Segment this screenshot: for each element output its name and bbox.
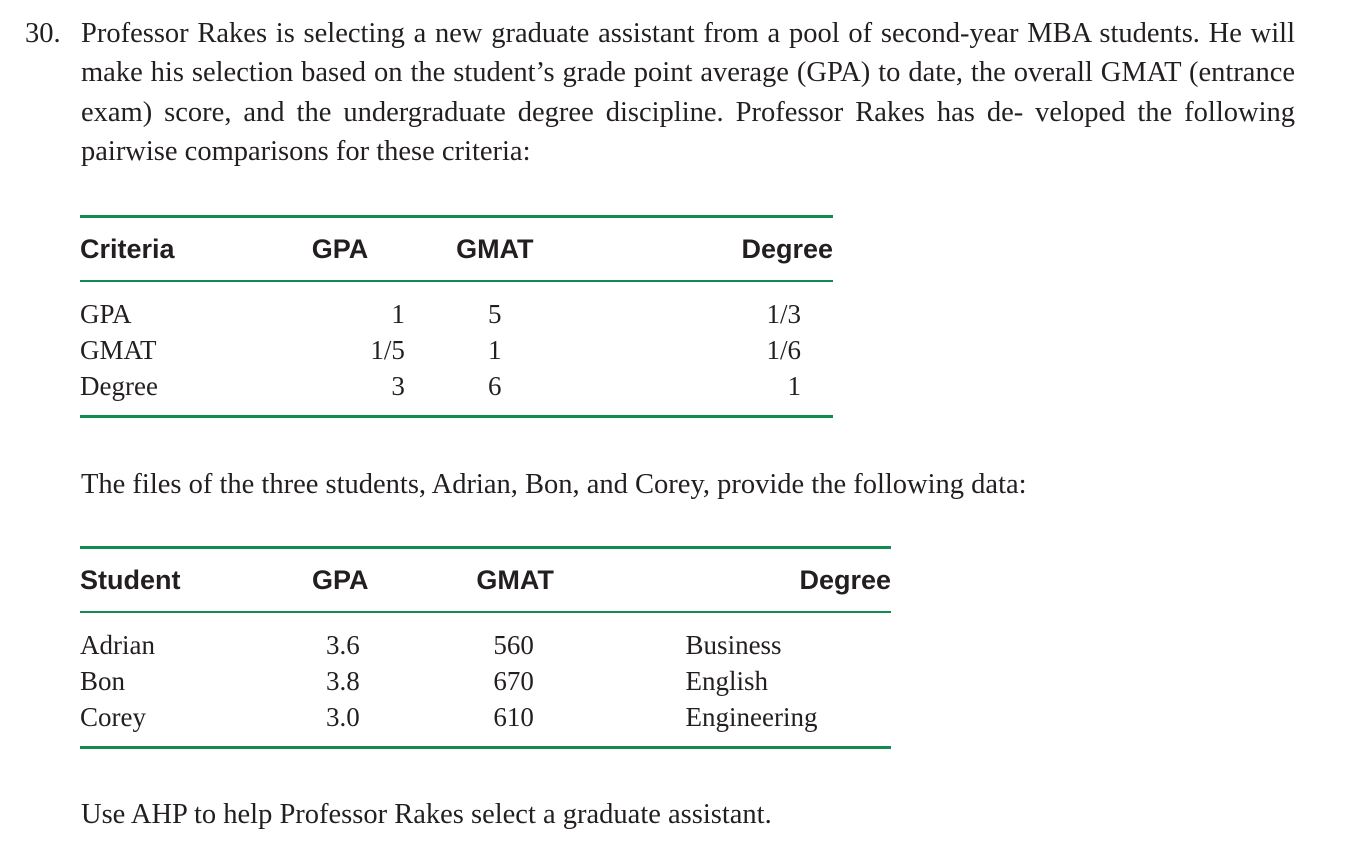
closing-paragraph: Use AHP to help Professor Rakes select a graduate assistant. (81, 799, 772, 830)
table-cell: 560 (493, 630, 534, 660)
table-row (80, 612, 891, 663)
table-header-row (80, 217, 833, 282)
header-cell: GMAT (405, 217, 585, 282)
table-cell: 3 (275, 368, 405, 417)
table-cell: 3.6 (325, 630, 360, 660)
table-cell: 6 (405, 368, 585, 417)
table-cell: Corey (80, 699, 304, 748)
table-row (80, 699, 891, 748)
header-cell: Student (80, 548, 304, 613)
table-header-row (80, 548, 891, 613)
criteria-comparison-table (80, 215, 833, 418)
student-data-table (80, 546, 891, 749)
table-cell: 3.8 (325, 666, 360, 696)
header-cell: GMAT (476, 548, 685, 613)
files-paragraph: The files of the three students, Adrian, Bon, and Corey, provide the following data: (81, 469, 1027, 500)
table-cell: 1/6 (766, 335, 801, 365)
problem-statement (25, 14, 1295, 171)
table-cell: 1 (488, 335, 502, 365)
table-cell: Bon (80, 666, 126, 696)
table-cell: 610 (476, 699, 685, 748)
table-row (80, 332, 833, 368)
header-cell: GPA (275, 217, 405, 282)
table-row (80, 663, 891, 699)
table-cell: English (685, 666, 769, 696)
header-cell: Degree (686, 548, 891, 613)
problem-number: 30. (25, 18, 61, 49)
table-row (80, 368, 833, 417)
table-cell: 1/3 (766, 299, 801, 329)
table-cell: Adrian (80, 630, 155, 660)
header-cell: GPA (304, 548, 476, 613)
table-cell: Degree (80, 368, 275, 417)
table-cell: 1/5 (370, 335, 405, 365)
table-cell: 3.0 (304, 699, 476, 748)
header-cell: Degree (585, 217, 833, 282)
table-cell: Business (685, 630, 782, 660)
table-cell: Engineering (686, 699, 891, 748)
table-cell: 5 (488, 299, 502, 329)
table-cell: 1 (391, 299, 405, 329)
table-cell: GPA (80, 299, 132, 329)
table-cell: GMAT (80, 335, 157, 365)
problem-text: Professor Rakes is selecting a new graduate assistant from a pool of second-year MBA students. He will make his selection based on the student’s grade point average (GPA) to date, the overall GMAT (entrance exam) score, and the undergraduate degree discipline. Professor Rakes has de- veloped the following pairwise comparisons for these criteria: (81, 18, 1295, 167)
header-cell: Criteria (80, 217, 275, 282)
table-cell: 1 (585, 368, 833, 417)
table-row (80, 281, 833, 332)
table-cell: 670 (493, 666, 534, 696)
